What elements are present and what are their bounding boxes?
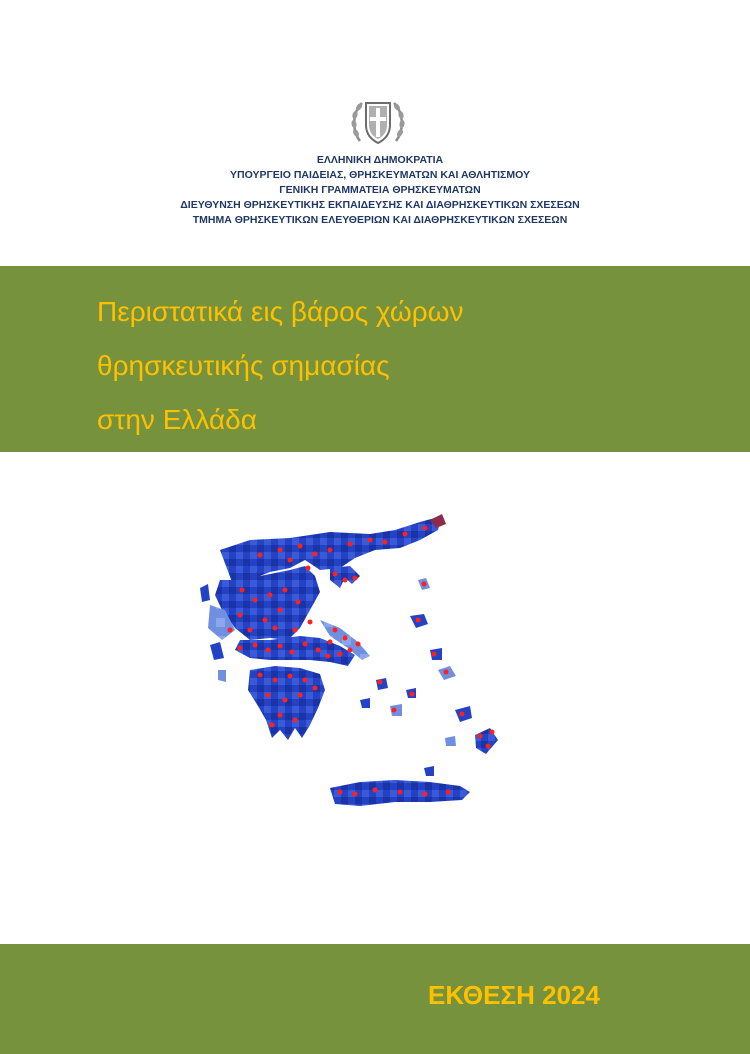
greek-coat-of-arms-icon (350, 97, 406, 147)
greece-incident-map (180, 510, 520, 820)
header-line-republic: ΕΛΛΗΝΙΚΗ ΔΗΜΟΚΡΑΤΙΑ (316, 154, 444, 166)
title-line-3: στην Ελλάδα (97, 404, 257, 435)
report-title (97, 285, 717, 447)
header-line-secretariat: ΓΕΝΙΚΗ ΓΡΑΜΜΑΤΕΙΑ ΘΡΗΣΚΕΥΜΑΤΩΝ (279, 184, 481, 196)
title-line-1: Περιστατικά εις βάρος χώρων (97, 296, 464, 327)
header-line-ministry: ΥΠΟΥΡΓΕΙΟ ΠΑΙΔΕΙΑΣ, ΘΡΗΣΚΕΥΜΑΤΩΝ ΚΑΙ ΑΘΛΗΤΙΣΜΟΥ (230, 169, 530, 181)
header-line-department: ΤΜΗΜΑ ΘΡΗΣΚΕΥΤΙΚΩΝ ΕΛΕΥΘΕΡΙΩΝ ΚΑΙ ΔΙΑΘΡΗΣΚΕΥΤΙΚΩΝ ΣΧΕΣΕΩΝ (192, 214, 568, 226)
header-line-directorate: ΔΙΕΥΘΥΝΣΗ ΘΡΗΣΚΕΥΤΙΚΗΣ ΕΚΠΑΙΔΕΥΣΗΣ ΚΑΙ ΔΙΑΘΡΗΣΚΕΥΤΙΚΩΝ ΣΧΕΣΕΩΝ (180, 199, 580, 211)
ministry-header (60, 153, 700, 228)
report-year-label: ΕΚΘΕΣΗ 2024 (428, 980, 600, 1010)
title-line-2: θρησκευτικής σημασίας (97, 350, 390, 381)
